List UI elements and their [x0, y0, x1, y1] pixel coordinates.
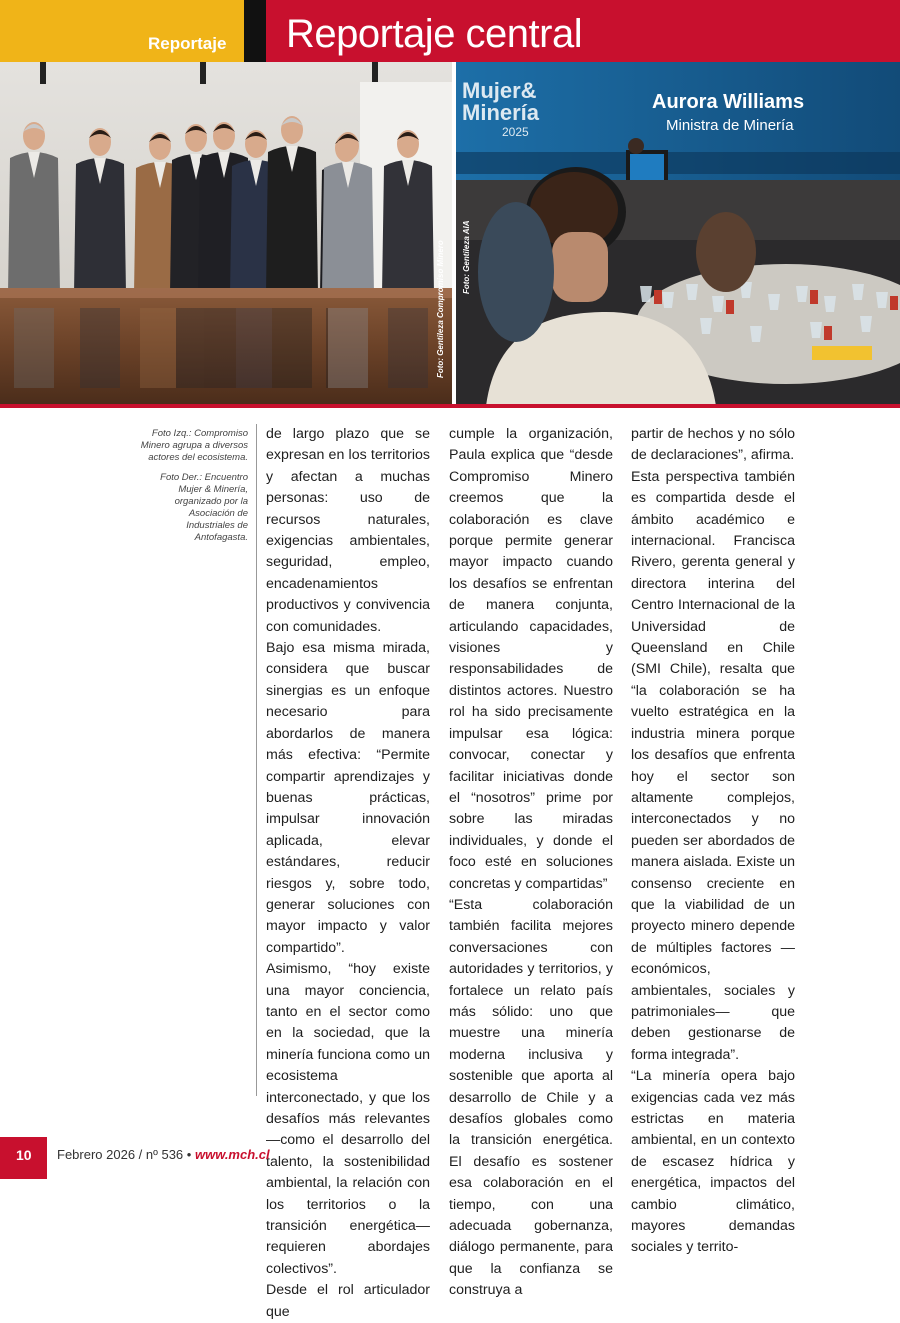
paragraph: Desde el rol articulador que [266, 1282, 430, 1320]
page-number: 10 [16, 1147, 32, 1163]
left-photo-credit: Foto: Gentileza Compromiso Minero [436, 240, 445, 378]
paragraph: “La minería opera bajo exigencias cada vez más estrictas en materia ambiental, en un contexto de escasez hídrica y energética, impactos del cambio climático, mayores demandas sociales y territo- [631, 1068, 795, 1256]
header-divider [244, 0, 266, 62]
paragraph: partir de hechos y no sólo de declaraciones”, afirma. [631, 426, 795, 464]
event-photo-illustration [456, 62, 900, 406]
article-column-1 [266, 424, 430, 1323]
caption-divider [256, 424, 257, 1096]
footer-issue-info [57, 1147, 270, 1162]
article-column-2 [449, 424, 613, 1302]
svg-text:Aurora Williams: Aurora Williams [652, 91, 805, 113]
issue-label: Febrero 2026 / nº 536 • [57, 1147, 192, 1162]
article-column-3 [631, 424, 795, 1259]
paragraph: Esta perspectiva también es compartida desde el ámbito académico e internacional. Francisca Rivero, gerenta general y directora interina del Centro Internacional de la Universidad de Queensland en Chile (SMI Chile), resalta que “la colaboración se ha vuelto estratégica en la industria minera porque los desafíos que enfrenta hoy el sector son altamente complejos, interconectados y no pueden ser abordados de manera aislada. Existe un consenso creciente en que la viabilidad de un proyecto minero depende de múltiples factores —económicos, ambientales, sociales y patrimoniales— que deben gestionarse de forma integrada”. [631, 468, 795, 1063]
svg-text:2025: 2025 [502, 125, 529, 139]
paragraph: cumple la organización, Paula explica que “desde Compromiso Minero creemos que la colaboración es clave porque permite generar mayor impacto cuando los desafíos se enfrentan de manera conjunta, articulando capacidades, visiones y responsabilidades de distintos actores. Nuestro rol ha sido precisamente impulsar esa lógica: convocar, conectar y facilitar iniciativas donde el “nosotros” prime por sobre las miradas individuales, y donde el foco esté en soluciones concretas y compartidas” [449, 426, 613, 892]
photo-bottom-rule [0, 404, 900, 408]
svg-text:Minería: Minería [462, 100, 540, 125]
website-link[interactable]: www.mch.cl [194, 1147, 270, 1162]
group-photo [0, 62, 452, 406]
svg-text:Ministra de Minería: Ministra de Minería [666, 117, 794, 134]
right-photo-credit: Foto: Gentileza AIA [462, 220, 471, 294]
caption-right: Foto Der.: Encuentro Mujer & Minería, organizado por la Asociación de Industriales de Antofagasta. [160, 472, 248, 543]
caption-left: Foto Izq.: Compromiso Minero agrupa a diversos actores del ecosistema. [140, 428, 248, 463]
event-photo [456, 62, 900, 406]
paragraph: “Esta colaboración también facilita mejores conversaciones con autoridades y territorios, y fortalece un relato país más sólido: uno que muestre una minería moderna inclusiva y sostenible que aporta al desarrollo de Chile y a desafíos globales como la transición energética. El desafío es sostener esa colaboración en el tiempo, con una adecuada gobernanza, diálogo permanente, para que la confianza se construya a [449, 896, 613, 1299]
paragraph: de largo plazo que se expresan en los territorios y afectan a muchas personas: uso de recursos naturales, exigencias ambientales, seguridad, empleo, encadenamientos productivos y convivencia con comunidades. [266, 426, 430, 635]
group-photo-illustration [0, 62, 452, 406]
svg-text:Mujer&: Mujer& [462, 78, 537, 103]
paragraph: Asimismo, “hoy existe una mayor conciencia, tanto en el sector como en la sociedad, que la minería funciona como un ecosistema interconectado, y que los desafíos más relevantes —como el desarrollo del talento, la sostenibilidad ambiental, la relación con los territorios o la transición energética— requieren abordajes colectivos”. [266, 961, 430, 1277]
paragraph: Bajo esa misma mirada, considera que buscar sinergias es un enfoque necesario para abordarlos de manera más efectiva: “Permite compartir aprendizajes y buenas prácticas, impulsar innovación aplicada, elevar estándares, reducir riesgos y, sobre todo, generar soluciones con mayor impacto y valor compartido”. [266, 640, 430, 956]
page-title: Reportaje central [286, 12, 583, 56]
section-label: Reportaje [148, 34, 227, 53]
